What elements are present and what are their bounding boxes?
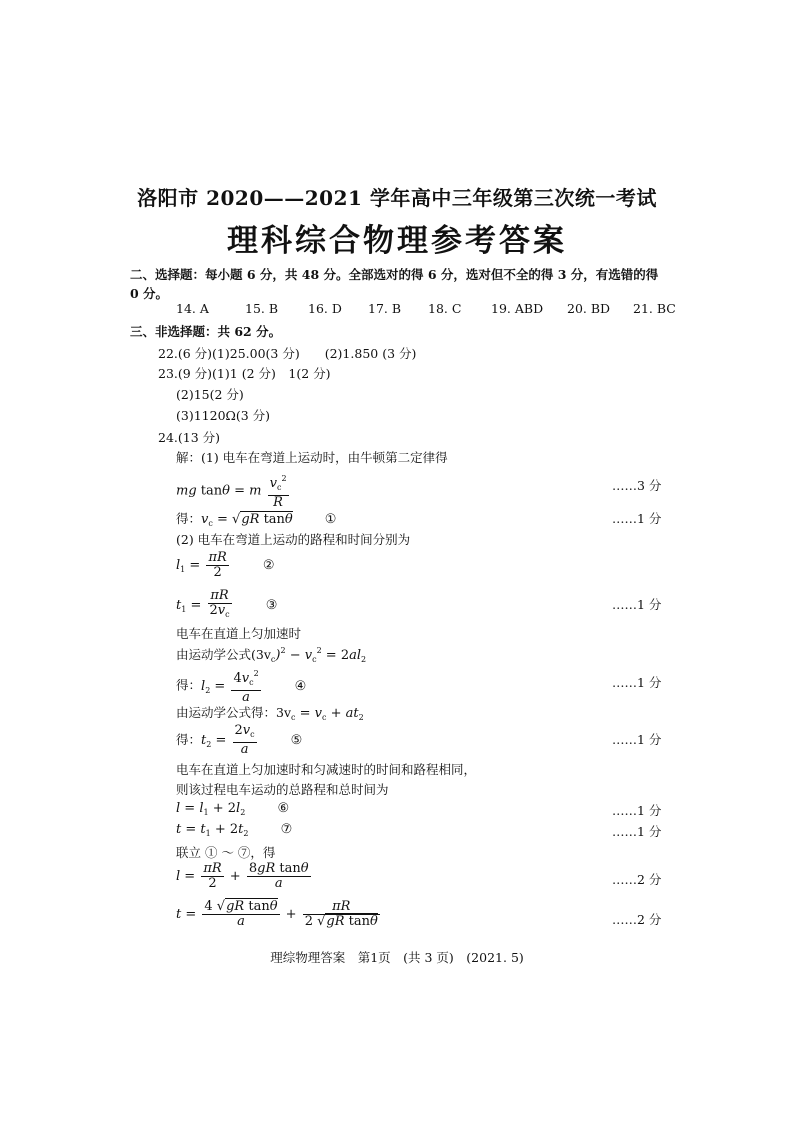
equation-total-t: $t = t_1 + 2t_2$ ⑦ bbox=[176, 822, 293, 838]
equation-total-l: $l = l_1 + 2l_2$ ⑥ bbox=[176, 801, 290, 817]
q23-answer-1: 23.(9 分)(1)1 (2 分) 1(2 分) bbox=[158, 366, 331, 381]
answer-19: 19. ABD bbox=[491, 301, 544, 316]
section3-heading: 三、非选择题：共 62 分。 bbox=[130, 324, 282, 339]
q23-answer-2: (2)15(2 分) bbox=[176, 387, 244, 402]
equation-final-t: t = $\frac{\text{4 √gR tanθ}}{a}$ + $\frac{\pi R}{\text{2 √gR tanθ}}$ bbox=[176, 899, 378, 929]
de-label: 得： bbox=[176, 511, 202, 526]
circled-6: ⑥ bbox=[277, 801, 290, 816]
equation-l2: 得：$l_2$ = $\frac{4v_c^2}{a}$ ④ bbox=[176, 669, 307, 705]
de-label: 得： bbox=[176, 732, 202, 747]
q22-answer: 22.(6 分)(1)25.00(3 分) (2)1.850 (3 分) bbox=[158, 346, 417, 361]
score-7: ……1 分 bbox=[612, 824, 662, 839]
score-8: ……2 分 bbox=[612, 872, 662, 887]
section2-heading: 二、选择题：每小题 6 分，共 48 分。全部选对的得 6 分，选对但不全的得 3 分，有选错的得 bbox=[130, 267, 659, 282]
solution-line-2: (2) 电车在弯道上运动的路程和时间分别为 bbox=[176, 532, 411, 547]
circled-5: ⑤ bbox=[290, 733, 303, 748]
solution-line-7: 则该过程电车运动的总路程和总时间为 bbox=[176, 782, 389, 797]
equation-t1: $t_1$ = $\frac{\pi R}{2v_c}$ ③ bbox=[176, 588, 278, 619]
score-6: ……1 分 bbox=[612, 803, 662, 818]
exam-title: 洛阳市 2020——2021 学年高中三年级第三次统一考试 bbox=[137, 186, 657, 210]
kinematics-prefix: 由运动学公式(3v bbox=[176, 647, 271, 662]
equation-l1: $l_1$ = $\frac{\pi R}{2}$ ② bbox=[176, 550, 275, 580]
equation-vc: 得：$v_c = √gR$ tanθ ① bbox=[176, 511, 337, 528]
answer-14: 14. A bbox=[176, 301, 209, 316]
de-label: 得： bbox=[176, 677, 202, 693]
solution-line-3: 电车在直道上匀加速时 bbox=[176, 626, 302, 641]
answer-21: 21. BC bbox=[633, 301, 676, 316]
velocity-prefix: 由运动学公式得：3v bbox=[176, 705, 292, 720]
score-4: ……1 分 bbox=[612, 675, 662, 690]
section2-heading-cont: 0 分。 bbox=[130, 286, 169, 301]
solution-line-1: 解：(1) 电车在弯道上运动时，由牛顿第二定律得 bbox=[176, 450, 448, 465]
score-2: ……1 分 bbox=[612, 511, 662, 526]
circled-7: ⑦ bbox=[280, 822, 293, 837]
q23-answer-3: (3)1120Ω(3 分) bbox=[176, 408, 271, 423]
answer-key-title: 理科综合物理参考答案 bbox=[227, 223, 567, 259]
score-5: ……1 分 bbox=[612, 732, 662, 747]
score-9: ……2 分 bbox=[612, 912, 662, 927]
equation-final-l: l = $\frac{\pi R}{2}$ + $\frac{\text{8gR tanθ}}{a}$ bbox=[176, 861, 309, 891]
page-footer: 理综物理答案 第1页 (共 3 页) (2021. 5) bbox=[270, 950, 524, 965]
equation-t2: 得：$t_2$ = $\frac{2v_c}{a}$ ⑤ bbox=[176, 723, 303, 757]
circled-3: ③ bbox=[265, 598, 278, 613]
answer-15: 15. B bbox=[245, 301, 279, 316]
circled-4: ④ bbox=[294, 678, 307, 694]
circled-1: ① bbox=[324, 512, 337, 527]
equation-newton: mg tanθ = m $\frac{v_c^2}{R}$ bbox=[176, 474, 287, 510]
answer-17: 17. B bbox=[368, 301, 402, 316]
answer-20: 20. BD bbox=[567, 301, 611, 316]
equation-kinematics: 由运动学公式$(3v_c)^2 - v_c^2 = 2al_2$ bbox=[176, 646, 367, 664]
solution-line-8: 联立 ① ～ ⑦，得 bbox=[176, 845, 276, 860]
q24-heading: 24.(13 分) bbox=[158, 430, 221, 445]
solution-line-6: 电车在直道上匀加速时和匀减速时的时间和路程相同， bbox=[176, 762, 477, 777]
circled-2: ② bbox=[262, 558, 275, 573]
score-3: ……1 分 bbox=[612, 597, 662, 612]
answer-16: 16. D bbox=[308, 301, 342, 316]
score-1: ……3 分 bbox=[612, 478, 662, 493]
equation-velocity: 由运动学公式得：$3v_c = v_c + at_2$ bbox=[176, 705, 364, 722]
answer-18: 18. C bbox=[428, 301, 462, 316]
